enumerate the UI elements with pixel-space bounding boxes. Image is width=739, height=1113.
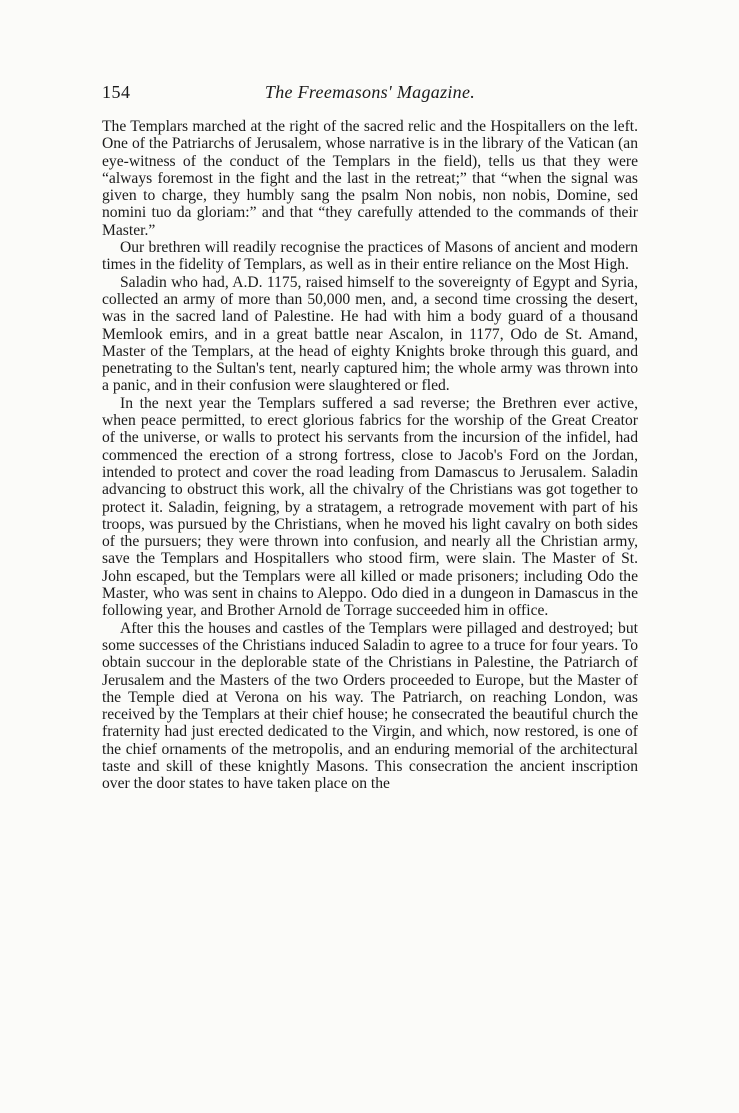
- paragraph-brethren-recognise: Our brethren will readily recognise the practices of Masons of ancient and modern times in the fidelity of Templars, as well as in their entire reliance on the Most High.: [102, 239, 638, 274]
- paragraph-houses-pillaged: After this the houses and castles of the Templars were pillaged and destroyed; but some successes of the Christians induced Saladin to agree to a truce for four years. To obtain succour in the deplorable state of the Christians in Palestine, the Patriarch of Jerusalem and the Masters of the two Orders proceeded to Europe, but the Master of the Temple died at Verona on his way. The Patriarch, on reaching London, was received by the Templars at their chief house; he consecrated the beautiful church the fraternity had just erected dedicated to the Virgin, and which, now restored, is one of the chief ornaments of the metropolis, and an enduring memorial of the architectural taste and skill of these knightly Masons. This consecration the ancient inscription over the door states to have taken place on the: [102, 619, 638, 793]
- paragraph-saladin: Saladin who had, A.D. 1175, raised himself to the sovereignty of Egypt and Syria, collected an army of more than 50,000 men, and, a second time crossing the desert, was in the sacred land of Palestine. He had with him a body guard of a thousand Memlook emirs, and in a great battle near Ascalon, in 1177, Odo de St. Amand, Master of the Templars, at the head of eighty Knights broke through this guard, and penetrating to the Sultan's tent, nearly captured him; the whole army was thrown into a panic, and in their confusion were slaughtered or fled.: [102, 273, 638, 395]
- running-title: The Freemasons' Magazine.: [264, 82, 476, 102]
- article-body: [102, 118, 638, 793]
- paragraph-templars-march: The Templars marched at the right of the sacred relic and the Hospitallers on the left. One of the Patriarchs of Jerusalem, whose narrative is in the library of the Vatican (an eye-witness of the conduct of the Templars in the field), tells us that they were “always foremost in the fight and the last in the retreat;” that “when the signal was given to charge, they humbly sang the psalm Non nobis, non nobis, Domine, sed nomini tuo da gloriam:” and that “they carefully attended to the commands of their Master.”: [102, 118, 638, 239]
- page-header: [102, 82, 638, 108]
- paragraph-sad-reverse: In the next year the Templars suffered a sad reverse; the Brethren ever active, when peace permitted, to erect glorious fabrics for the worship of the Great Creator of the universe, or walls to protect his servants from the incursion of the infidel, had commenced the erection of a strong fortress, close to Jacob's Ford on the Jordan, intended to protect and cover the road leading from Damascus to Jerusalem. Saladin advancing to obstruct this work, all the chivalry of the Christians was got together to protect it. Saladin, feigning, by a stratagem, a retrograde movement with part of his troops, was pursued by the Christians, when he moved his light cavalry on both sides of the pursuers; they were thrown into confusion, and nearly all the Christian army, save the Templars and Hospitallers who stood firm, were slain. The Master of St. John escaped, but the Templars were all killed or made prisoners; including Odo the Master, who was sent in chains to Aleppo. Odo died in a dungeon in Damascus in the following year, and Brother Arnold de Torrage succeeded him in office.: [102, 394, 638, 620]
- page-number: 154: [102, 82, 131, 102]
